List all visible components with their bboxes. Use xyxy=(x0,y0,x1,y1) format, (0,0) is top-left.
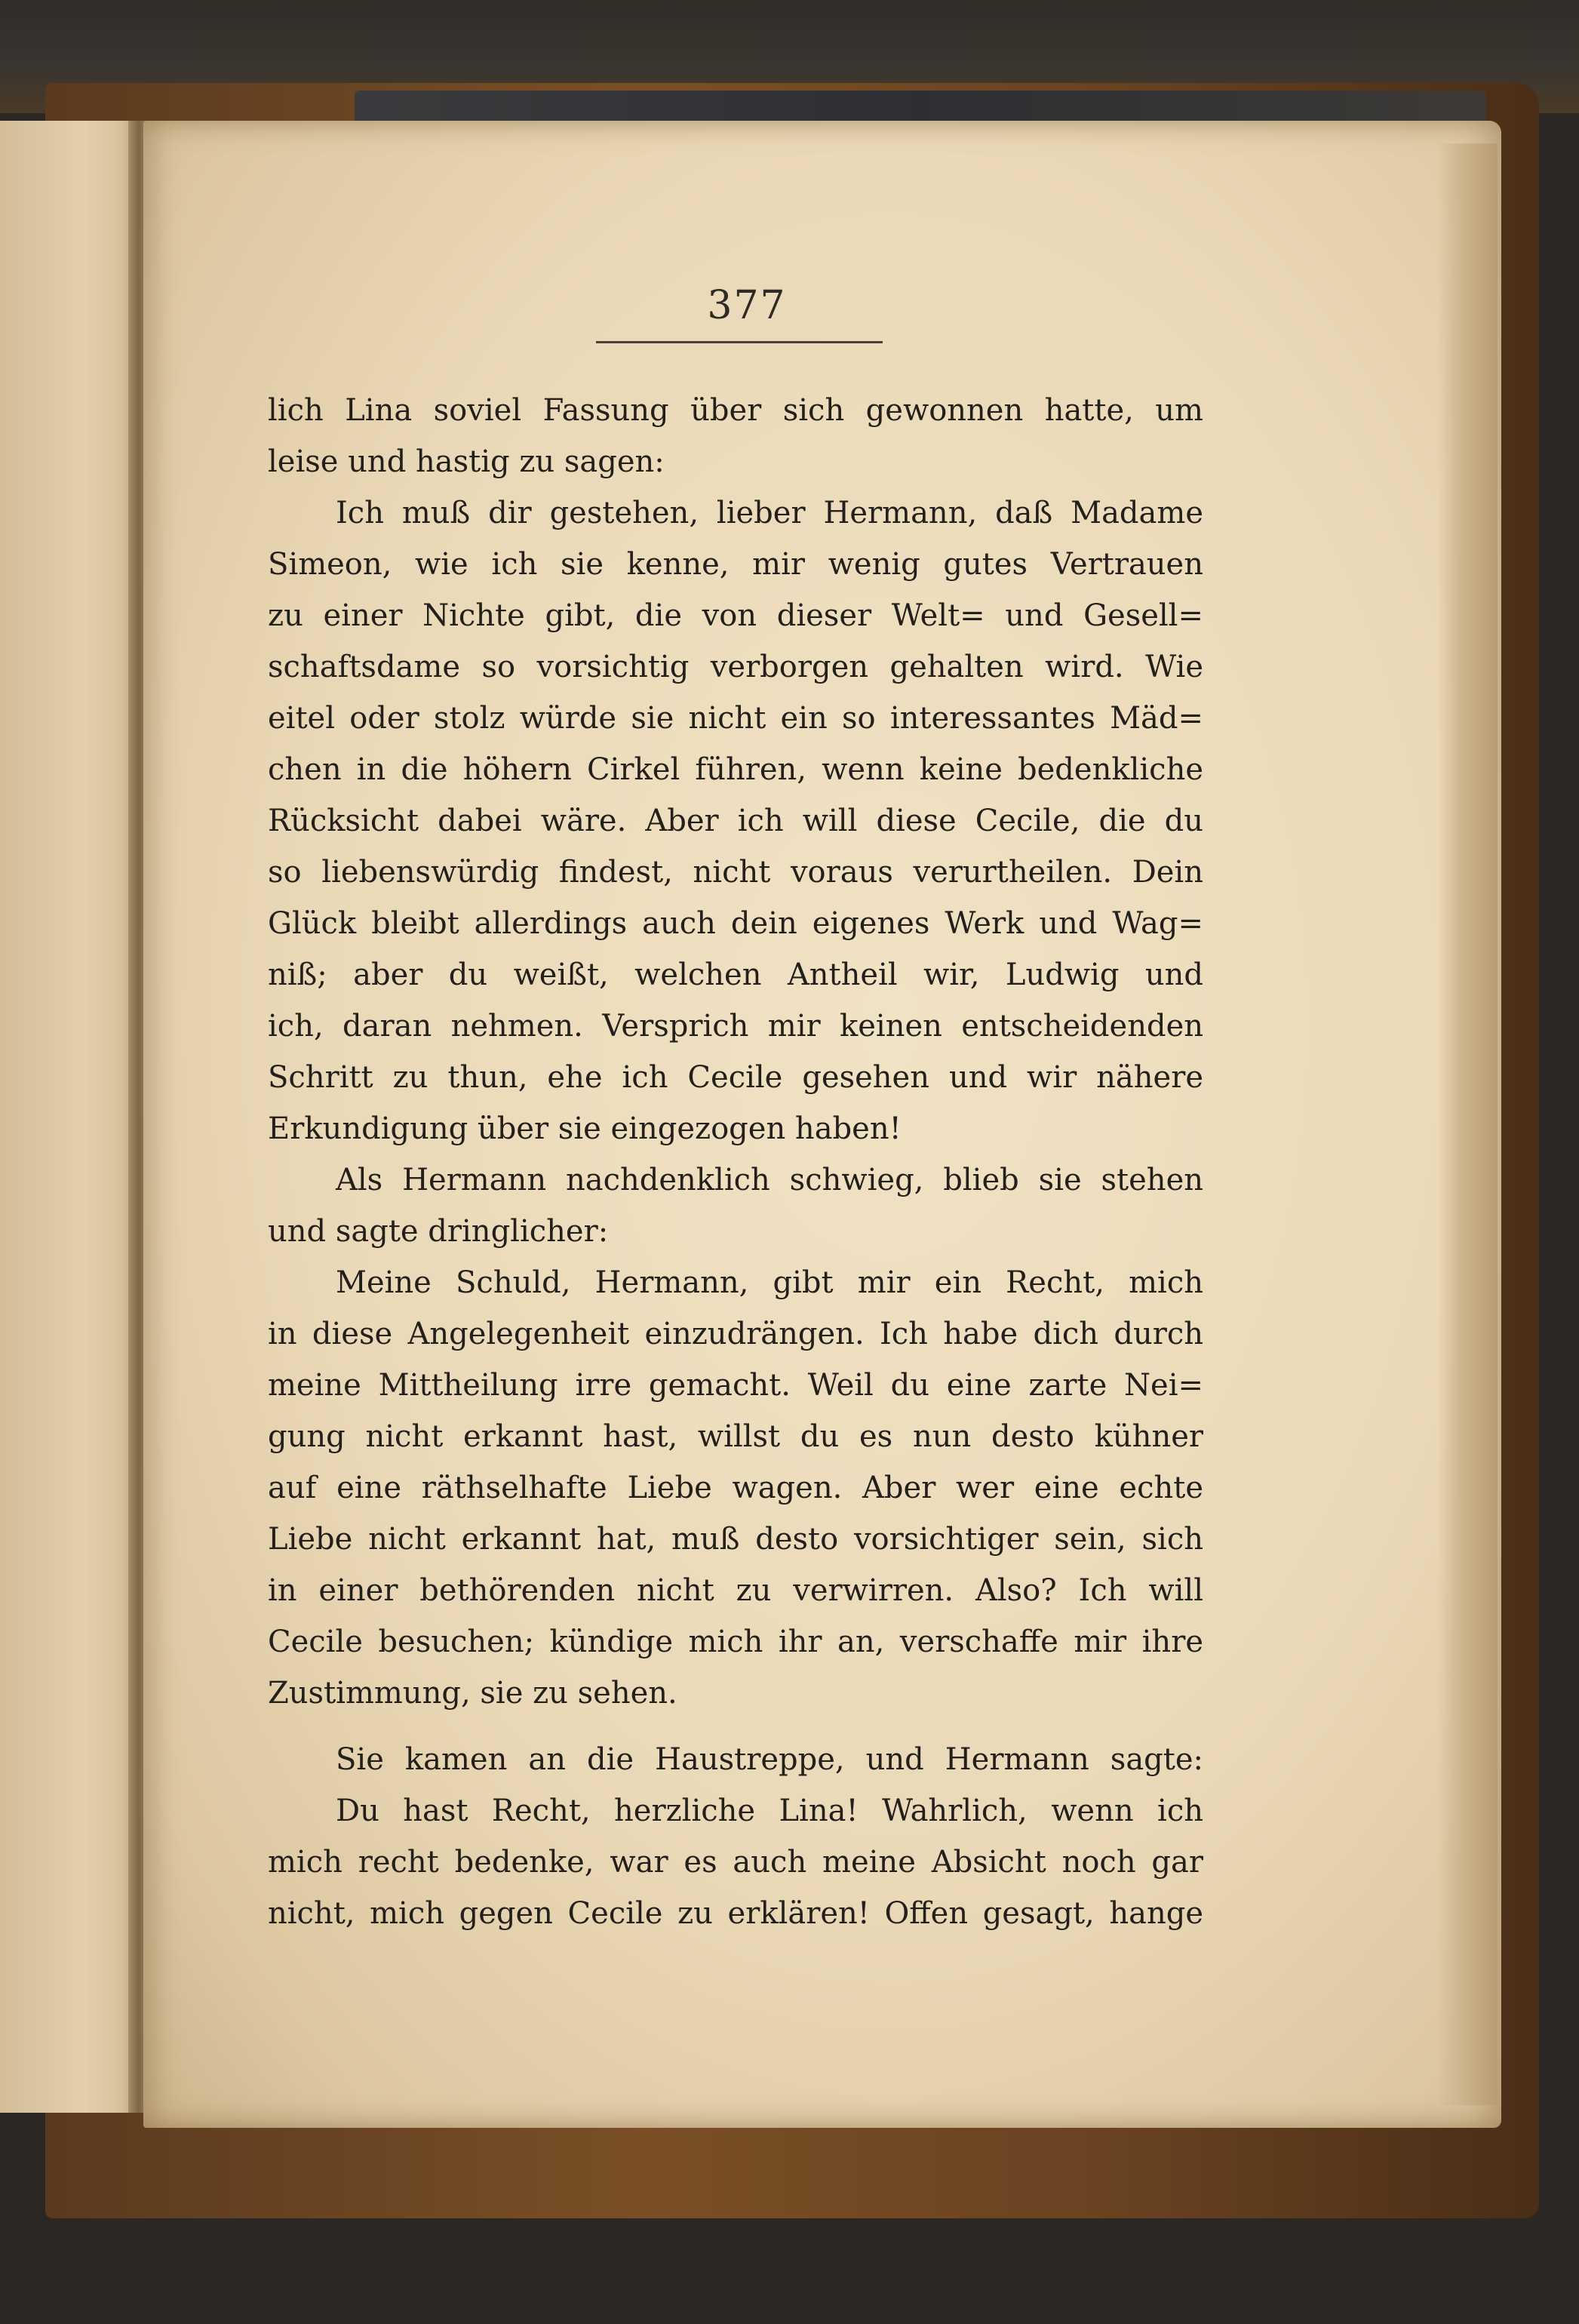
text-line: Rücksicht dabei wäre. Aber ich will diese Cecile, die du xyxy=(268,804,1203,838)
paragraph xyxy=(268,487,1203,1154)
text-line: Cecile besuchen; kündige mich ihr an, verschaffe mir ihre xyxy=(268,1625,1203,1659)
text-line: mich recht bedenke, war es auch meine Absicht noch gar xyxy=(268,1845,1203,1880)
text-line: lich Lina soviel Fassung über sich gewonnen hatte, um xyxy=(268,393,1203,428)
text-line: leise und hastig zu sagen: xyxy=(268,444,665,479)
page-number: 377 xyxy=(707,283,787,328)
text-line: gung nicht erkannt hast, willst du es nun desto kühner xyxy=(268,1419,1203,1454)
paragraph-gap xyxy=(268,1719,1203,1734)
text-line: nicht, mich gegen Cecile zu erklären! Offen gesagt, hange xyxy=(268,1896,1203,1931)
text-line: Als Hermann nachdenklich schwieg, blieb sie stehen xyxy=(336,1163,1203,1197)
text-line: Simeon, wie ich sie kenne, mir wenig gutes Vertrauen xyxy=(268,547,1203,582)
text-line: Liebe nicht erkannt hat, muß desto vorsichtiger sein, sich xyxy=(268,1522,1203,1557)
left-page-edge xyxy=(0,121,140,2113)
text-line: in diese Angelegenheit einzudrängen. Ich habe dich durch xyxy=(268,1317,1203,1351)
text-line: zu einer Nichte gibt, die von dieser Welt= und Gesell= xyxy=(268,598,1203,633)
text-line: eitel oder stolz würde sie nicht ein so interessantes Mäd= xyxy=(268,701,1203,736)
header-rule xyxy=(596,341,883,343)
text-line: Ich muß dir gestehen, lieber Hermann, daß Madame xyxy=(336,496,1203,530)
paragraph xyxy=(268,1257,1203,1719)
text-line: Zustimmung, sie zu sehen. xyxy=(268,1676,677,1711)
text-line: meine Mittheilung irre gemacht. Weil du eine zarte Nei= xyxy=(268,1368,1203,1403)
paragraph xyxy=(268,1785,1203,1939)
text-line: Glück bleibt allerdings auch dein eigenes Werk und Wag= xyxy=(268,906,1203,941)
text-line: ich, daran nehmen. Versprich mir keinen entscheidenden xyxy=(268,1009,1203,1044)
text-line: chen in die höhern Cirkel führen, wenn keine bedenkliche xyxy=(268,752,1203,787)
text-line: schaftsdame so vorsichtig verborgen gehalten wird. Wie xyxy=(268,650,1203,684)
text-line: und sagte dringlicher: xyxy=(268,1214,609,1249)
page-edge-shadow xyxy=(1437,143,1498,2105)
text-line: Sie kamen an die Haustreppe, und Hermann sagte: xyxy=(336,1742,1203,1777)
text-line: niß; aber du weißt, welchen Antheil wir, Ludwig und xyxy=(268,958,1203,992)
text-line: Schritt zu thun, ehe ich Cecile gesehen und wir nähere xyxy=(268,1060,1203,1095)
text-line: Meine Schuld, Hermann, gibt mir ein Recht, mich xyxy=(336,1265,1203,1300)
text-line: auf eine räthselhafte Liebe wagen. Aber wer eine echte xyxy=(268,1471,1203,1505)
text-line: Du hast Recht, herzliche Lina! Wahrlich, wenn ich xyxy=(336,1794,1203,1828)
body-text xyxy=(268,385,1203,1939)
text-line: in einer bethörenden nicht zu verwirren. Also? Ich will xyxy=(268,1573,1203,1608)
paragraph xyxy=(268,385,1203,487)
paragraph xyxy=(268,1734,1203,1785)
text-line: so liebenswürdig findest, nicht voraus verurtheilen. Dein xyxy=(268,855,1203,890)
paragraph xyxy=(268,1154,1203,1257)
text-line: Erkundigung über sie eingezogen haben! xyxy=(268,1111,902,1146)
